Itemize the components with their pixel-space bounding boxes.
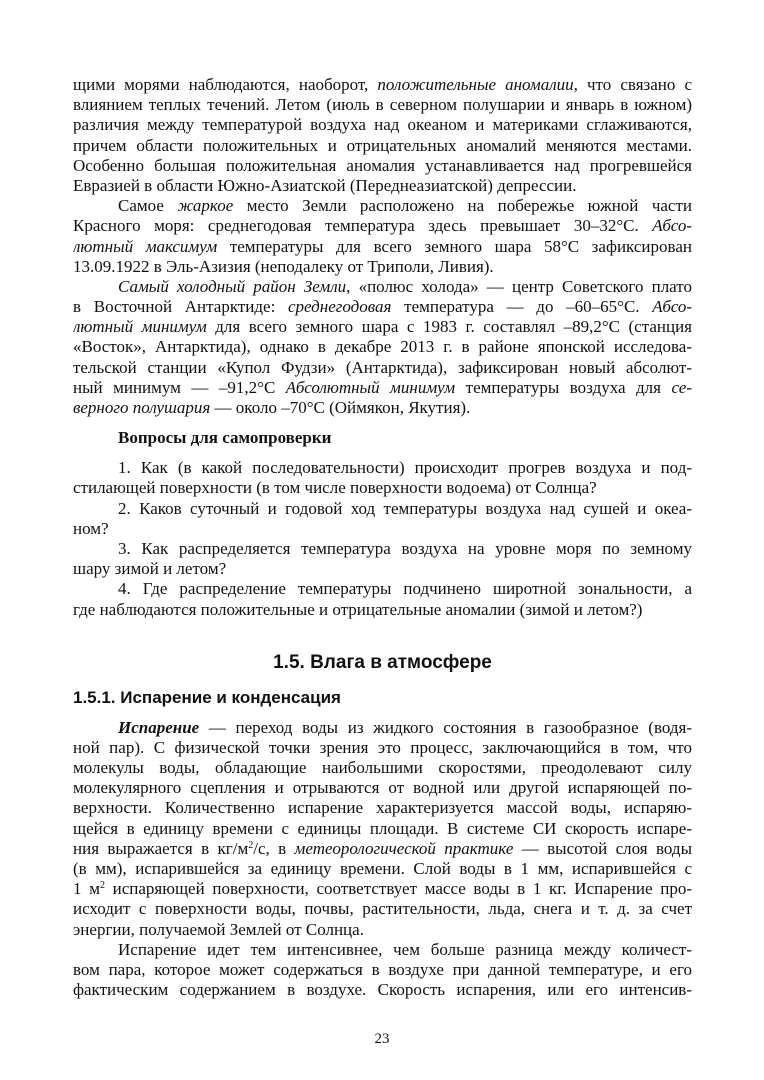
subsection-heading: 1.5.1. Испарение и конденсация [73,687,341,707]
paragraph [73,579,692,619]
text-run: ный минимум — –91,2°С [73,377,286,397]
text-line [73,257,692,277]
text-run: тельской станции «Купол Фудзи» (Антарктида), зафиксирован новый абсолют- [73,357,692,377]
paragraph [73,539,692,579]
text-run: температуры для всего земного шара 58°С зафиксирован [217,236,692,256]
text-line [73,499,692,519]
text-line [73,458,692,478]
text-run: энергии, получаемой Землей от Солнца. [73,919,364,939]
text-line [73,337,692,357]
text-line [73,277,692,297]
text-line [73,839,692,859]
text-line [73,879,692,899]
text-run: 13.09.1922 в Эль-Азизия (неподалеку от Триполи, Ливия). [73,256,494,276]
text-run: испаряющей поверхности, соответствует массе воды в 1 кг. Испарение про- [104,879,692,899]
text-line [73,600,692,620]
text-run: температуры воздуха для [455,377,672,397]
text-run: Евразией в области Южно-Азиатской (Переднеазиатской) депрессии. [73,175,577,195]
text-run: 1. Как (в какой последовательности) происходит прогрев воздуха и под- [118,458,692,478]
superscript: 2 [99,880,105,892]
text-run: 2. Каков суточный и годовой ход температуры воздуха над сушей и океа- [118,498,692,518]
emphasis-text: метеорологической практике [294,838,514,858]
text-run: , что связано с [573,75,692,94]
text-line [73,216,692,236]
text-line [73,358,692,378]
text-run: 4. Где распределение температуры подчинено широтной зональности, а [118,579,692,599]
text-line [73,378,692,398]
superscript: 2 [248,839,254,851]
text-line [73,317,692,337]
text-line [73,559,692,579]
text-line [73,980,692,1000]
text-line [73,940,692,960]
text-run: «Восток», Антарктида), однако в декабре 2013 г. в районе японской исследова- [73,337,692,357]
text-run: ния выражается в кг/м [73,838,249,858]
text-line [73,156,692,176]
text-run: молекулы воды, обладающие наибольшими скоростями, преодолевают силу [73,758,692,778]
text-line [73,960,692,980]
text-line [73,196,692,216]
paragraph [73,458,692,498]
text-run: температура — до –60–65°С. [391,297,653,317]
text-line [73,478,692,498]
text-run: ной пар). С физической точки зрения это процесс, заключающийся в том, что [73,737,692,757]
text-run: различия между температурой воздуха над океаном и материками сглаживаются, [73,115,692,135]
paragraph [73,718,692,940]
text-run: исходит с поверхности воды, почвы, растительности, льда, снега и т. д. за счет [73,899,692,919]
text-run: молекулярного сцепления и отрываются от водной или другой испаряющей по- [73,778,692,798]
text-line [73,237,692,257]
text-line [73,95,692,115]
text-line [73,758,692,778]
emphasis-text: верного полушария [73,398,211,417]
emphasis-text: жаркое [177,196,234,216]
text-run: — переход воды из жидкого состояния в газообразное (водя- [199,717,692,737]
text-run: стилающей поверхности (в том числе поверхности водоема) от Солнца? [73,478,597,498]
questions-heading: Вопросы для самопроверки [118,428,332,448]
text-run: Испарение идет тем интенсивнее, чем больше разница между количест- [118,939,692,959]
text-run: — высотой слоя воды [513,838,692,858]
text-run: — около –70°С (Оймякон, Якутия). [210,398,471,417]
text-run: /с, в [253,838,295,858]
text-run: вом пара, которое может содержаться в воздухе при данной температуре, и его [73,959,692,979]
section-heading: 1.5. Влага в атмосфере [273,651,492,673]
text-run: (в мм), испарившейся за единицу времени. Слой воды в 1 мм, испарившейся с [73,859,692,878]
text-run: 1 м [73,879,100,899]
text-run: причем области положительных и отрицательных аномалий меняются местами. [73,135,692,155]
text-run: влиянием теплых течений. Летом (июль в северном полушарии и январь в южном) [73,95,692,115]
emphasis-text: Самый холодный район Земли [118,276,347,296]
text-run: Особенно большая положительная аномалия устанавливается над прогревшейся [73,155,692,175]
text-line [73,519,692,539]
text-run: место Земли расположено на побережье южной части [233,196,692,216]
text-line [73,398,692,418]
text-line [73,920,692,940]
paragraph [73,277,692,418]
text-line [73,798,692,818]
text-run: 3. Как распределяется температура воздуха на уровне моря по земному [118,538,692,558]
text-line [73,859,692,879]
paragraph [73,75,692,196]
text-line [73,539,692,559]
text-run: для всего земного шара с 1983 г. составлял –89,2°С (станция [206,317,692,337]
text-run: щейся в единицу времени с единицы площади. В системе СИ скорость испаре- [73,818,692,838]
emphasis-text: се- [671,377,692,397]
text-line [73,297,692,317]
page-number: 23 [374,1031,390,1047]
text-line [73,738,692,758]
text-run: ном? [73,518,109,538]
text-run: щими морями наблюдаются, наоборот, [73,75,378,94]
emphasis-text: лютный минимум [73,317,207,337]
text-line [73,579,692,599]
text-line [73,75,692,95]
text-run: верхности. Количественно испарение характеризуется массой воды, испаряю- [73,798,692,818]
emphasis-text: Абсо- [652,216,692,236]
emphasis-text: Абсо- [652,297,692,317]
text-run: в Восточной Антарктиде: [73,297,289,317]
text-run: Красного моря: среднегодовая температура здесь превышает 30–32°С. [73,216,653,236]
emphasis-text: Испарение [118,717,200,737]
paragraph [73,940,692,1001]
page-body [73,75,692,1000]
text-line [73,176,692,196]
text-line [73,115,692,135]
text-line [73,778,692,798]
paragraph [73,196,692,277]
text-line [73,899,692,919]
text-line [73,718,692,738]
text-run: фактическим содержанием в воздухе. Скорость испарения, или его интенсив- [73,980,692,1000]
text-run: где наблюдаются положительные и отрицательные аномалии (зимой и летом?) [73,599,643,619]
text-line [73,136,692,156]
text-run: Самое [118,196,178,216]
emphasis-text: среднегодовая [288,297,392,317]
emphasis-text: положительные аномалии [377,75,574,94]
text-line [73,819,692,839]
text-run: , «полюс холода» — центр Советского плато [346,276,692,296]
emphasis-text: лютный максимум [73,236,218,256]
paragraph [73,499,692,539]
text-run: шару зимой и летом? [73,559,227,579]
emphasis-text: Абсолютный минимум [285,377,456,397]
